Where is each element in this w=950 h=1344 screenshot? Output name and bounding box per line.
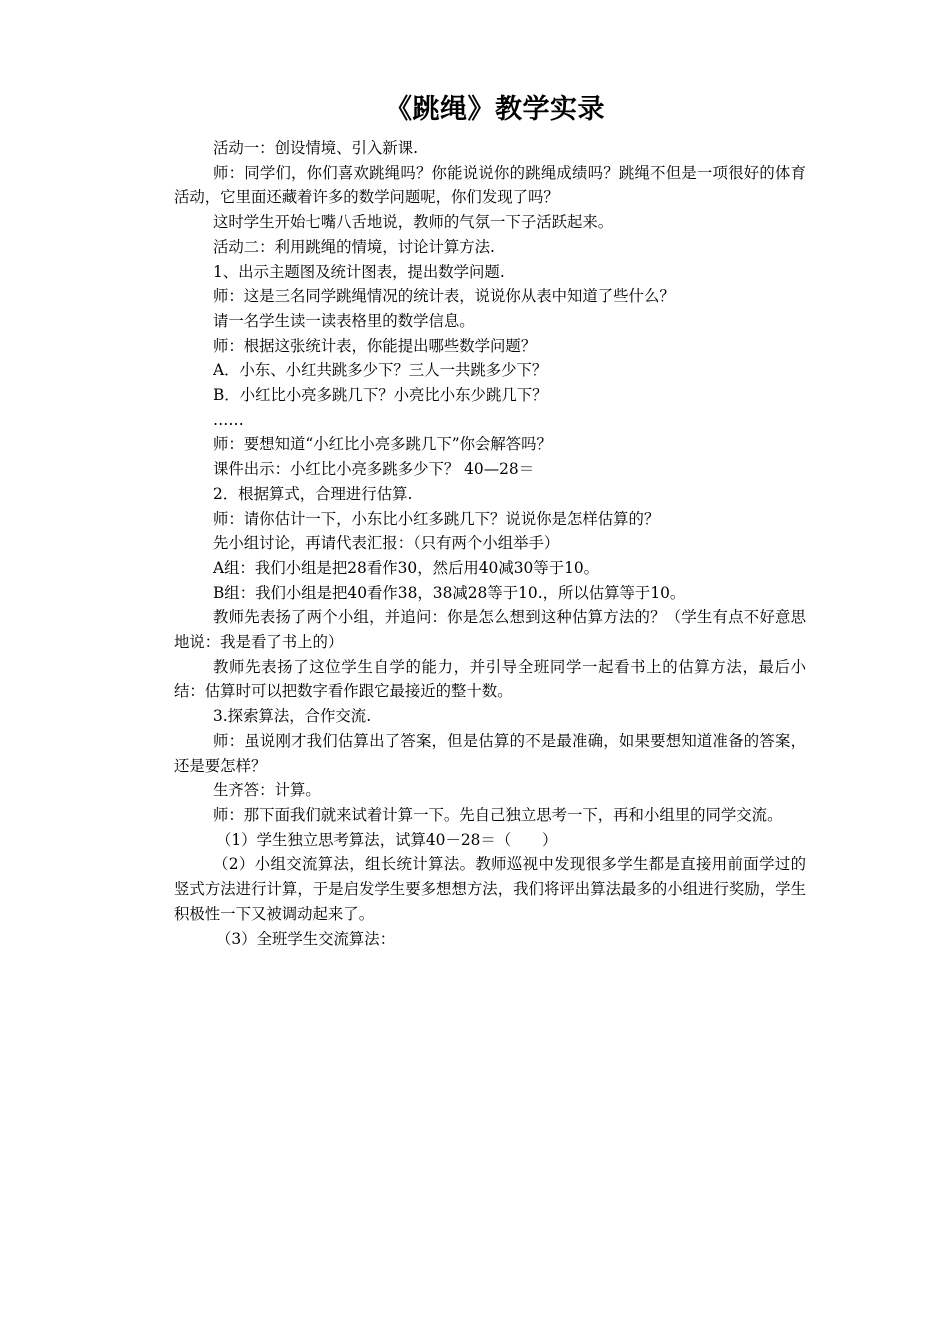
paragraph: 师：根据这张统计表，你能提出哪些数学问题？ <box>213 336 537 355</box>
paragraph: 师：要想知道“小红比小亮多跳几下”你会解答吗？ <box>213 435 552 454</box>
paragraph: A组：我们小组是把28看作30，然后用40减30等于10。 <box>213 558 600 577</box>
document-body <box>174 136 806 951</box>
paragraph: （1）学生独立思考算法，试算40－28＝（ ） <box>216 830 558 849</box>
paragraph: 师：这是三名同学跳绳情况的统计表，说说你从表中知道了些什么？ <box>213 287 675 306</box>
paragraph: 课件出示：小红比小亮多跳多少下？ 40—28＝ <box>213 460 535 479</box>
paragraph: 教师先表扬了两个小组，并追问：你是怎么想到这种估算方法的？（学生有点不好意思地说：我是看了书上的） <box>174 608 806 652</box>
paragraph: 3.探索算法，合作交流. <box>213 707 372 726</box>
paragraph: 活动二：利用跳绳的情境，讨论计算方法. <box>213 237 495 256</box>
paragraph: 教师先表扬了这位学生自学的能力，并引导全班同学一起看书上的估算方法，最后小结：估算时可以把数字看作跟它最接近的整十数。 <box>174 657 806 701</box>
paragraph: 先小组讨论，再请代表汇报：（只有两个小组举手） <box>213 534 560 553</box>
paragraph: 活动一：创设情境、引入新课. <box>213 139 418 157</box>
paragraph: （2）小组交流算法，组长统计算法。教师巡视中发现很多学生都是直接用前面学过的竖式方法进行计算，于是启发学生要多想想方法，我们将评出算法最多的小组进行奖励，学生积极性一下又被调动起来了。 <box>174 855 806 923</box>
paragraph: 请一名学生读一读表格里的数学信息。 <box>213 311 475 330</box>
paragraph: 师：虽说刚才我们估算出了答案，但是估算的不是最准确，如果要想知道准备的答案，还是要怎样？ <box>174 731 806 775</box>
paragraph: 生齐答：计算。 <box>213 781 321 800</box>
paragraph: B．小红比小亮多跳几下？小亮比小东少跳几下？ <box>213 386 548 405</box>
paragraph: 2．根据算式，合理进行估算. <box>213 484 413 503</box>
paragraph: （3）全班学生交流算法： <box>216 929 396 948</box>
paragraph: 1、出示主题图及统计图表，提出数学问题. <box>213 262 505 281</box>
document-title: 《跳绳》教学实录 <box>385 94 605 125</box>
paragraph: B组：我们小组是把40看作38，38减28等于10.，所以估算等于10。 <box>213 583 686 602</box>
paragraph: 这时学生开始七嘴八舌地说，教师的气氛一下子活跃起来。 <box>213 213 614 232</box>
paragraph: 师：那下面我们就来试着计算一下。先自己独立思考一下，再和小组里的同学交流。 <box>213 805 783 824</box>
paragraph: 师：请你估计一下，小东比小红多跳几下？说说你是怎样估算的？ <box>213 509 660 528</box>
paragraph: 师：同学们，你们喜欢跳绳吗？你能说说你的跳绳成绩吗？跳绳不但是一项很好的体育活动，它里面还藏着许多的数学问题呢，你们发现了吗？ <box>174 163 806 207</box>
paragraph: …… <box>213 410 244 429</box>
paragraph: A．小东、小红共跳多少下？三人一共跳多少下？ <box>213 361 548 380</box>
